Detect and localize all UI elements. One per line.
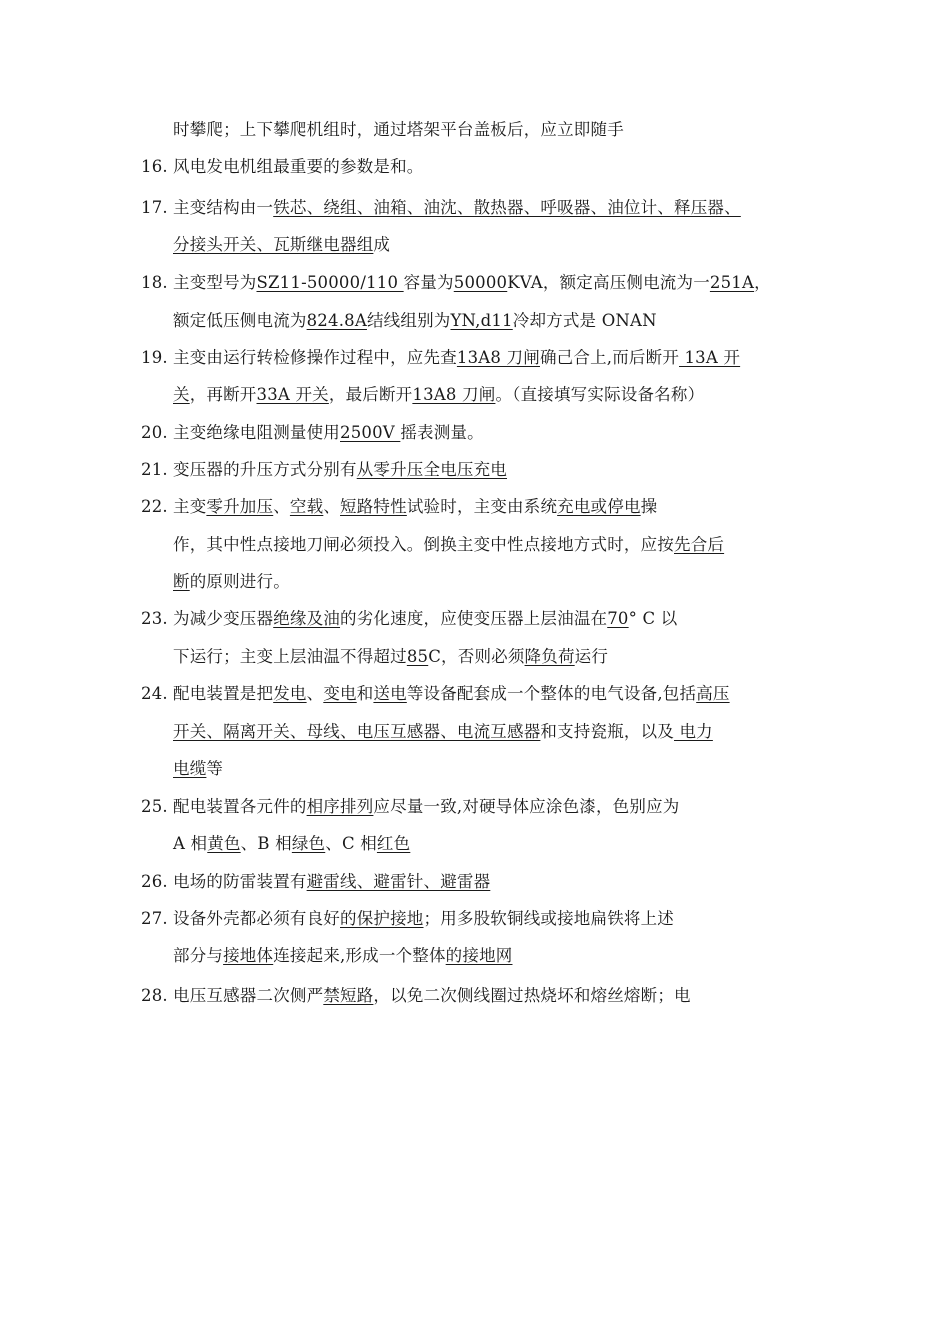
answer-text: 铁芯、绕组、油箱、油沈、散热器、呼吸器、油位计、释压器、 [273, 198, 741, 217]
question-text: 作，其中性点接地刀闸必须投入。倒换主变中性点接地方式时，应按 [173, 535, 674, 554]
text-line [173, 534, 724, 556]
answer-text: 分接头开关、瓦斯继电器组 [173, 235, 374, 254]
question-text: 为减少变压器 [173, 609, 274, 628]
answer-text: 变电 [323, 684, 357, 703]
answer-text: 251A [709, 273, 755, 292]
answer-text: SZ11-50000/110 [256, 273, 404, 292]
question-18 [141, 272, 771, 294]
question-16 [141, 156, 424, 178]
question-text: 主变结构由一 [173, 198, 274, 217]
text-line [173, 721, 713, 743]
question-17 [141, 197, 741, 219]
question-text: 等 [206, 759, 224, 778]
question-text: 确己合上,而后断开 [539, 348, 680, 367]
question-text: 操 [640, 497, 658, 516]
answer-text: 送电 [373, 684, 407, 703]
question-28 [141, 985, 691, 1007]
question-23 [141, 608, 678, 630]
answer-text: 短路特性 [340, 497, 407, 516]
question-text: ；用多股软铜线或接地扁铁将上述 [423, 909, 674, 928]
question-text: 部分与 [173, 946, 224, 965]
question-text: 变压器的升压方式分别有 [173, 460, 357, 479]
question-21 [141, 459, 507, 481]
answer-text: 黄色 [207, 834, 241, 853]
answer-text: 绝缘及油 [273, 609, 341, 628]
question-text: 时攀爬；上下攀爬机组时，通过塔架平台盖板后，应立即随手 [173, 120, 624, 139]
question-text: 、C 相 [325, 834, 377, 853]
question-text: 冷却方式是 ONAN [512, 311, 657, 330]
question-text: 、B 相 [240, 834, 292, 853]
question-text: 的原则进行。 [189, 572, 290, 591]
question-text: 、 [273, 497, 290, 516]
answer-text: 避雷线、避雷针、避雷器 [306, 872, 491, 891]
answer-text: 相序排列 [306, 797, 374, 816]
text-line [173, 945, 512, 967]
question-text: 配电装置各元件的 [173, 797, 307, 816]
text-line [173, 119, 624, 141]
answer-text: 零升加压 [206, 497, 274, 516]
question-text: 容量为 [403, 273, 454, 292]
text-line [173, 384, 704, 406]
question-text: ，以免二次侧线圈过热烧坏和熔丝熔断；电 [373, 986, 691, 1005]
answer-text: 的接地网 [445, 946, 513, 965]
question-text: 电场的防雷装置有 [173, 872, 307, 891]
question-25 [141, 796, 679, 818]
answer-text: 从零升压全电压充电 [356, 460, 508, 479]
item-number: 24. [141, 684, 168, 703]
answer-text: 红色 [376, 834, 411, 853]
question-text: 运行 [574, 647, 609, 666]
question-text: 主变由运行转检修操作过程中，应先查 [173, 348, 457, 367]
answer-text: 85 [406, 647, 429, 666]
question-text: ° C 以 [628, 609, 678, 628]
question-text: KVA，额定高压侧电流为一 [507, 273, 710, 292]
question-text: 结线组别为 [366, 311, 451, 330]
question-text: 和支持瓷瓶，以及 [540, 722, 675, 741]
question-text: C，否则必须 [428, 647, 525, 666]
answer-text: 开关、隔离开关、母线、电压互感器、电流互感器 [173, 722, 541, 741]
item-number: 16. [141, 157, 168, 176]
answer-text: 禁短路 [323, 986, 374, 1005]
question-text: A 相 [173, 834, 208, 853]
item-number: 28. [141, 986, 168, 1005]
question-text: ，再断开 [189, 385, 257, 404]
question-text: 、 [323, 497, 341, 516]
question-text: 主变 [173, 497, 207, 516]
answer-text: 的保护接地 [340, 909, 424, 928]
answer-text: 70 [607, 609, 629, 628]
text-line [173, 571, 290, 593]
question-text: 摇表测量。 [400, 423, 484, 442]
question-24 [141, 683, 730, 705]
question-19 [141, 347, 740, 369]
question-text: 额定低压侧电流为 [173, 311, 307, 330]
question-text: 。（直接填写实际设备名称） [495, 385, 705, 404]
question-text: 设备外壳都必须有良好 [173, 909, 340, 928]
answer-text: 绿色 [291, 834, 326, 853]
question-text: 和 [356, 684, 374, 703]
text-line [173, 310, 657, 332]
answer-text: 13A 开 [679, 348, 741, 367]
question-26 [141, 871, 490, 893]
question-text: ， [754, 273, 771, 292]
answer-text: 断 [173, 572, 190, 591]
item-number: 22. [141, 497, 168, 516]
answer-text: 降负荷 [524, 647, 575, 666]
question-text: 等设备配套成一个整体的电气设备,包括 [406, 684, 697, 703]
answer-text: 50000 [453, 273, 508, 292]
answer-text: 空载 [289, 497, 324, 516]
text-line [173, 646, 608, 668]
question-text: 、 [306, 684, 324, 703]
text-line [173, 833, 410, 855]
question-text: 的劣化速度，应使变压器上层油温在 [340, 609, 608, 628]
question-text: 主变型号为 [173, 273, 257, 292]
question-22 [141, 496, 657, 518]
answer-text: 824.8A [306, 311, 367, 330]
answer-text: 充电或停电 [557, 497, 641, 516]
item-number: 23. [141, 609, 168, 628]
answer-text: 先合后 [674, 535, 725, 554]
text-line [173, 234, 390, 256]
item-number: 18. [141, 273, 168, 292]
item-number: 19. [141, 348, 168, 367]
question-text: 配电装置是把 [173, 684, 274, 703]
item-number: 27. [141, 909, 168, 928]
answer-text: 13A8 刀闸 [456, 348, 540, 367]
answer-text: 发电 [273, 684, 307, 703]
question-text: 电压互感器二次侧严 [173, 986, 324, 1005]
item-number: 21. [141, 460, 168, 479]
text-line [173, 758, 223, 780]
answer-text: 13A8 刀闸 [412, 385, 496, 404]
answer-text: 关 [173, 385, 190, 404]
answer-text: 电力 [674, 722, 713, 741]
answer-text: 电缆 [173, 759, 207, 778]
question-text: 连接起来,形成一个整体 [273, 946, 446, 965]
answer-text: YN,d11 [450, 311, 513, 330]
item-number: 17. [141, 198, 168, 217]
answer-text: 接地体 [223, 946, 274, 965]
item-number: 25. [141, 797, 168, 816]
answer-text: 高压 [696, 684, 730, 703]
question-text: 应尽量一致,对硬导体应涂色漆，色别应为 [373, 797, 680, 816]
question-text: 下运行；主变上层油温不得超过 [173, 647, 407, 666]
item-number: 26. [141, 872, 168, 891]
question-20 [141, 422, 484, 444]
answer-text: 33A 开关 [256, 385, 329, 404]
item-number: 20. [141, 423, 168, 442]
question-text: 风电发电机组最重要的参数是和。 [173, 157, 424, 176]
question-text: ，最后断开 [328, 385, 413, 404]
question-text: 主变绝缘电阻测量使用 [173, 423, 340, 442]
question-text: 试验时，主变由系统 [406, 497, 558, 516]
question-text: 成 [373, 235, 391, 254]
question-27 [141, 908, 674, 930]
answer-text: 2500V [340, 423, 401, 442]
